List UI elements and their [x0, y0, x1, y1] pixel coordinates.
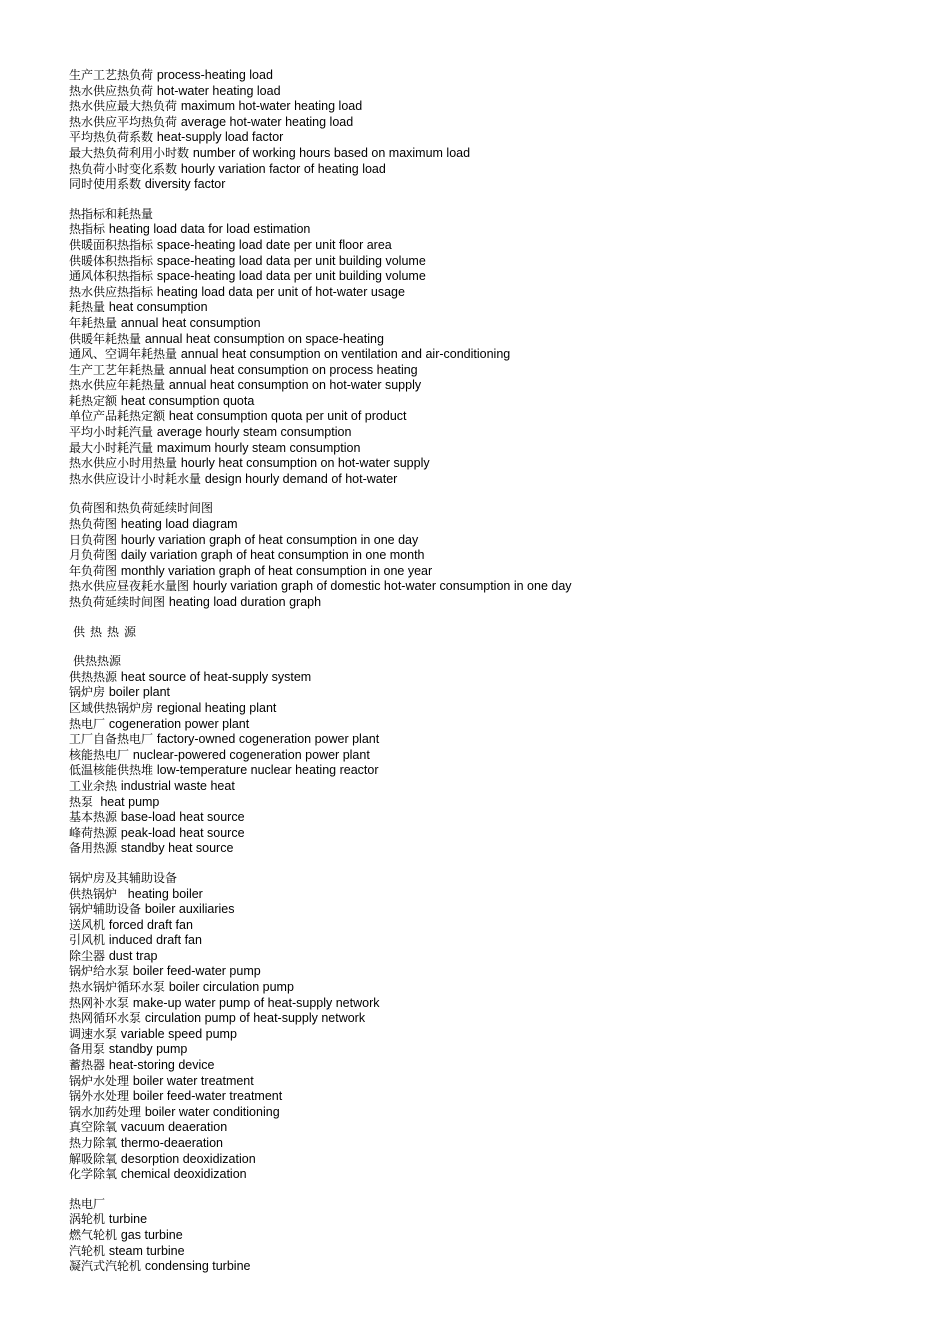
glossary-entry — [69, 425, 909, 441]
entry-chinese-term: 热水供应小时用热量 — [69, 456, 178, 471]
entry-chinese-term: 区域供热锅炉房 — [69, 700, 154, 715]
entry-chinese-term: 锅炉辅助设备 — [69, 902, 142, 917]
glossary-entry — [69, 441, 909, 457]
entry-english-term: heat consumption quota per unit of product — [168, 409, 407, 424]
glossary-entry — [69, 1011, 909, 1027]
glossary-entry — [69, 300, 909, 316]
glossary-entry — [69, 115, 909, 131]
entry-chinese-term: 热水供应昼夜耗水量图 — [69, 579, 190, 594]
entry-english-term: monthly variation graph of heat consumption in one year — [120, 563, 433, 578]
entry-english-term: heat pump — [96, 794, 160, 809]
glossary-entry — [69, 902, 909, 918]
glossary-entry — [69, 1042, 909, 1058]
entry-chinese-term: 最大小时耗汽量 — [69, 440, 154, 455]
entry-chinese-term: 涡轮机 — [69, 1212, 106, 1227]
entry-chinese-term: 供暖体积热指标 — [69, 253, 154, 268]
glossary-entry — [69, 1058, 909, 1074]
glossary-entry — [69, 949, 909, 965]
glossary-entry — [69, 347, 909, 363]
glossary-entry — [69, 779, 909, 795]
entry-chinese-term: 热负荷延续时间图 — [69, 595, 166, 609]
entry-english-term: maximum hourly steam consumption — [156, 440, 361, 455]
entry-english-term: boiler feed-water pump — [132, 964, 261, 979]
entry-english-term: process-heating load — [156, 68, 273, 82]
section-heading — [69, 654, 909, 670]
entry-english-term: low-temperature nuclear heating reactor — [156, 763, 379, 778]
entry-chinese-term: 日负荷图 — [69, 532, 118, 547]
entry-chinese-term: 解吸除氧 — [69, 1151, 118, 1166]
entry-chinese-term: 除尘器 — [69, 948, 106, 963]
glossary-entry — [69, 363, 909, 379]
glossary-entry — [69, 1027, 909, 1043]
glossary-entry — [69, 222, 909, 238]
entry-chinese-term: 基本热源 — [69, 810, 118, 825]
entry-english-term: make-up water pump of heat-supply network — [132, 995, 380, 1010]
entry-english-term: heating load data per unit of hot-water usage — [156, 284, 405, 299]
glossary-entry — [69, 933, 909, 949]
section-heading — [69, 1197, 909, 1213]
glossary-entry — [69, 1136, 909, 1152]
entry-english-term: vacuum deaeration — [120, 1120, 228, 1135]
entry-english-term: space-heating load date per unit floor area — [156, 237, 392, 252]
glossary-entry — [69, 1120, 909, 1136]
entry-chinese-term: 真空除氧 — [69, 1120, 118, 1135]
entry-english-term: heating load diagram — [120, 517, 238, 532]
glossary-entry — [69, 685, 909, 701]
glossary-entry — [69, 717, 909, 733]
section-gap — [69, 487, 909, 501]
entry-english-term: heat-storing device — [108, 1058, 215, 1073]
entry-english-term: diversity factor — [144, 177, 226, 192]
glossary-entry — [69, 1089, 909, 1105]
entry-chinese-term: 年负荷图 — [69, 563, 118, 578]
entry-chinese-term: 耗热定额 — [69, 393, 118, 408]
entry-english-term: annual heat consumption on space-heating — [144, 331, 384, 346]
glossary-entry — [69, 238, 909, 254]
entry-chinese-term: 低温核能供热堆 — [69, 763, 154, 778]
glossary-entry — [69, 1074, 909, 1090]
glossary-entry — [69, 177, 909, 193]
entry-chinese-term: 年耗热量 — [69, 315, 118, 330]
entry-chinese-term: 热水供应设计小时耗水量 — [69, 471, 202, 486]
glossary-entry — [69, 456, 909, 472]
entry-english-term: condensing turbine — [144, 1259, 251, 1274]
entry-english-term: average hot-water heating load — [180, 114, 354, 129]
entry-chinese-term: 通风体积热指标 — [69, 269, 154, 284]
entry-chinese-term: 工业余热 — [69, 778, 118, 793]
entry-chinese-term: 热负荷小时变化系数 — [69, 161, 178, 176]
entry-chinese-term: 化学除氧 — [69, 1167, 118, 1182]
entry-chinese-term: 供热锅炉 — [69, 886, 118, 901]
entry-chinese-term: 同时使用系数 — [69, 177, 142, 192]
entry-chinese-term: 送风机 — [69, 917, 106, 932]
glossary-entry — [69, 564, 909, 580]
entry-chinese-term: 锅炉给水泵 — [69, 964, 130, 979]
section-gap — [69, 640, 909, 654]
document-page — [69, 68, 909, 1275]
entry-chinese-term: 供热热源 — [69, 669, 118, 684]
glossary-entry — [69, 332, 909, 348]
entry-english-term: industrial waste heat — [120, 778, 235, 793]
entry-chinese-term: 热水供应年耗热量 — [69, 378, 166, 393]
section-heading — [69, 207, 909, 223]
entry-english-term: heat consumption quota — [120, 393, 255, 408]
entry-chinese-term: 热指标 — [69, 222, 106, 237]
glossary-entry — [69, 964, 909, 980]
entry-english-term: annual heat consumption — [120, 315, 261, 330]
entry-english-term: design hourly demand of hot-water — [204, 471, 398, 486]
entry-chinese-term: 凝汽式汽轮机 — [69, 1259, 142, 1274]
entry-chinese-term: 引风机 — [69, 933, 106, 948]
entry-english-term: base-load heat source — [120, 810, 245, 825]
entry-english-term: annual heat consumption on hot-water supply — [168, 378, 422, 393]
entry-english-term: daily variation graph of heat consumption in one month — [120, 548, 425, 563]
glossary-entry — [69, 99, 909, 115]
entry-chinese-term: 平均热负荷系数 — [69, 130, 154, 145]
entry-english-term: gas turbine — [120, 1227, 183, 1242]
glossary-entry — [69, 795, 909, 811]
glossary-entry — [69, 146, 909, 162]
glossary-entry — [69, 1152, 909, 1168]
entry-chinese-term: 调速水泵 — [69, 1026, 118, 1041]
entry-chinese-term: 热网循环水泵 — [69, 1011, 142, 1026]
glossary-entry — [69, 595, 909, 611]
entry-english-term: average hourly steam consumption — [156, 425, 352, 440]
entry-chinese-term: 蓄热器 — [69, 1058, 106, 1073]
glossary-entry — [69, 316, 909, 332]
entry-english-term: heat-supply load factor — [156, 130, 284, 145]
entry-chinese-term: 生产工艺热负荷 — [69, 68, 154, 82]
entry-chinese-term: 峰荷热源 — [69, 825, 118, 840]
glossary-entry — [69, 1167, 909, 1183]
section-heading-text: 热指标和耗热量 — [69, 206, 154, 221]
glossary-entry — [69, 980, 909, 996]
entry-english-term: hourly variation graph of domestic hot-water consumption in one day — [192, 579, 572, 594]
entry-english-term: number of working hours based on maximum load — [192, 145, 471, 160]
glossary-entry — [69, 84, 909, 100]
entry-english-term: boiler water treatment — [132, 1073, 254, 1088]
glossary-entry — [69, 763, 909, 779]
entry-english-term: steam turbine — [108, 1243, 185, 1258]
entry-english-term: heating load duration graph — [168, 595, 322, 609]
section-gap — [69, 611, 909, 625]
entry-english-term: nuclear-powered cogeneration power plant — [132, 747, 370, 762]
entry-chinese-term: 热网补水泵 — [69, 995, 130, 1010]
glossary-entry — [69, 701, 909, 717]
entry-chinese-term: 锅外水处理 — [69, 1089, 130, 1104]
glossary-entry — [69, 1105, 909, 1121]
entry-english-term: hourly heat consumption on hot-water supply — [180, 456, 430, 471]
entry-english-term: factory-owned cogeneration power plant — [156, 732, 380, 747]
entry-chinese-term: 生产工艺年耗热量 — [69, 362, 166, 377]
glossary-entry — [69, 548, 909, 564]
chapter-title — [69, 625, 909, 641]
glossary-entry — [69, 285, 909, 301]
entry-english-term: variable speed pump — [120, 1026, 237, 1041]
entry-english-term: induced draft fan — [108, 933, 202, 948]
entry-english-term: annual heat consumption on process heating — [168, 362, 418, 377]
entry-english-term: circulation pump of heat-supply network — [144, 1011, 366, 1026]
entry-english-term: desorption deoxidization — [120, 1151, 256, 1166]
glossary-entry — [69, 254, 909, 270]
entry-chinese-term: 最大热负荷利用小时数 — [69, 145, 190, 160]
glossary-entry — [69, 533, 909, 549]
entry-english-term: heat consumption — [108, 300, 208, 315]
entry-english-term: heating load data for load estimation — [108, 222, 311, 237]
glossary-entry — [69, 579, 909, 595]
glossary-entry — [69, 1244, 909, 1260]
entry-chinese-term: 耗热量 — [69, 300, 106, 315]
section-gap — [69, 857, 909, 871]
entry-chinese-term: 锅炉水处理 — [69, 1073, 130, 1088]
section-heading-text: 负荷图和热负荷延续时间图 — [69, 501, 214, 516]
section-heading-text: 锅炉房及其辅助设备 — [69, 870, 178, 885]
entry-english-term: maximum hot-water heating load — [180, 99, 363, 114]
entry-english-term: heat source of heat-supply system — [120, 669, 312, 684]
glossary-entry — [69, 378, 909, 394]
entry-english-term: standby heat source — [120, 841, 234, 856]
entry-english-term: dust trap — [108, 948, 158, 963]
section-gap — [69, 1183, 909, 1197]
entry-english-term: space-heating load data per unit building volume — [156, 253, 426, 268]
glossary-entry — [69, 810, 909, 826]
entry-english-term: hourly variation factor of heating load — [180, 161, 386, 176]
glossary-entry — [69, 887, 909, 903]
section-heading-text: 热电厂 — [69, 1196, 106, 1211]
glossary-entry — [69, 918, 909, 934]
chapter-title-text: 供热热源 — [73, 624, 142, 639]
section-heading-text: 供热热源 — [73, 654, 122, 669]
entry-chinese-term: 燃气轮机 — [69, 1227, 118, 1242]
section-heading — [69, 871, 909, 887]
entry-chinese-term: 锅炉房 — [69, 685, 106, 700]
entry-chinese-term: 锅水加药处理 — [69, 1104, 142, 1119]
glossary-entry — [69, 841, 909, 857]
glossary-entry — [69, 748, 909, 764]
entry-english-term: boiler water conditioning — [144, 1104, 280, 1119]
glossary-entry — [69, 1212, 909, 1228]
entry-english-term: heating boiler — [120, 886, 203, 901]
glossary-entry — [69, 162, 909, 178]
entry-english-term: cogeneration power plant — [108, 716, 250, 731]
entry-chinese-term: 热力除氧 — [69, 1136, 118, 1150]
glossary-entry — [69, 1228, 909, 1244]
entry-english-term: chemical deoxidization — [120, 1167, 247, 1182]
glossary-entry — [69, 68, 909, 84]
entry-chinese-term: 月负荷图 — [69, 548, 118, 563]
glossary-entry — [69, 670, 909, 686]
entry-chinese-term: 单位产品耗热定额 — [69, 409, 166, 424]
entry-english-term: hourly variation graph of heat consumption in one day — [120, 532, 419, 547]
glossary-entry — [69, 732, 909, 748]
entry-english-term: boiler circulation pump — [168, 980, 294, 995]
entry-chinese-term: 汽轮机 — [69, 1243, 106, 1258]
entry-chinese-term: 备用热源 — [69, 841, 118, 856]
entry-english-term: peak-load heat source — [120, 825, 245, 840]
entry-english-term: space-heating load data per unit building volume — [156, 269, 426, 284]
entry-chinese-term: 热水供应平均热负荷 — [69, 114, 178, 129]
entry-chinese-term: 热水锅炉循环水泵 — [69, 980, 166, 995]
glossary-entry — [69, 517, 909, 533]
glossary-entry — [69, 269, 909, 285]
entry-english-term: hot-water heating load — [156, 83, 281, 98]
entry-english-term: boiler feed-water treatment — [132, 1089, 283, 1104]
entry-english-term: standby pump — [108, 1042, 188, 1057]
entry-chinese-term: 通风、空调年耗热量 — [69, 347, 178, 362]
section-heading — [69, 501, 909, 517]
entry-english-term: boiler plant — [108, 685, 170, 700]
entry-chinese-term: 热水供应热指标 — [69, 284, 154, 299]
glossary-entry — [69, 996, 909, 1012]
entry-english-term: thermo-deaeration — [120, 1136, 223, 1150]
glossary-entry — [69, 472, 909, 488]
entry-english-term: regional heating plant — [156, 700, 277, 715]
entry-chinese-term: 热水供应最大热负荷 — [69, 99, 178, 114]
entry-english-term: annual heat consumption on ventilation and air-conditioning — [180, 347, 511, 362]
entry-chinese-term: 热负荷图 — [69, 517, 118, 532]
glossary-entry — [69, 130, 909, 146]
section-gap — [69, 193, 909, 207]
entry-chinese-term: 热电厂 — [69, 716, 106, 731]
entry-english-term: boiler auxiliaries — [144, 902, 235, 917]
entry-chinese-term: 热泵 — [69, 794, 94, 809]
glossary-entry — [69, 394, 909, 410]
entry-chinese-term: 热水供应热负荷 — [69, 83, 154, 98]
glossary-entry — [69, 409, 909, 425]
entry-chinese-term: 备用泵 — [69, 1042, 106, 1057]
entry-chinese-term: 供暖面积热指标 — [69, 237, 154, 252]
entry-english-term: turbine — [108, 1212, 148, 1227]
entry-chinese-term: 工厂自备热电厂 — [69, 732, 154, 747]
glossary-entry — [69, 826, 909, 842]
entry-chinese-term: 供暖年耗热量 — [69, 331, 142, 346]
glossary-entry — [69, 1259, 909, 1275]
entry-chinese-term: 平均小时耗汽量 — [69, 425, 154, 440]
entry-english-term: forced draft fan — [108, 917, 193, 932]
entry-chinese-term: 核能热电厂 — [69, 747, 130, 762]
